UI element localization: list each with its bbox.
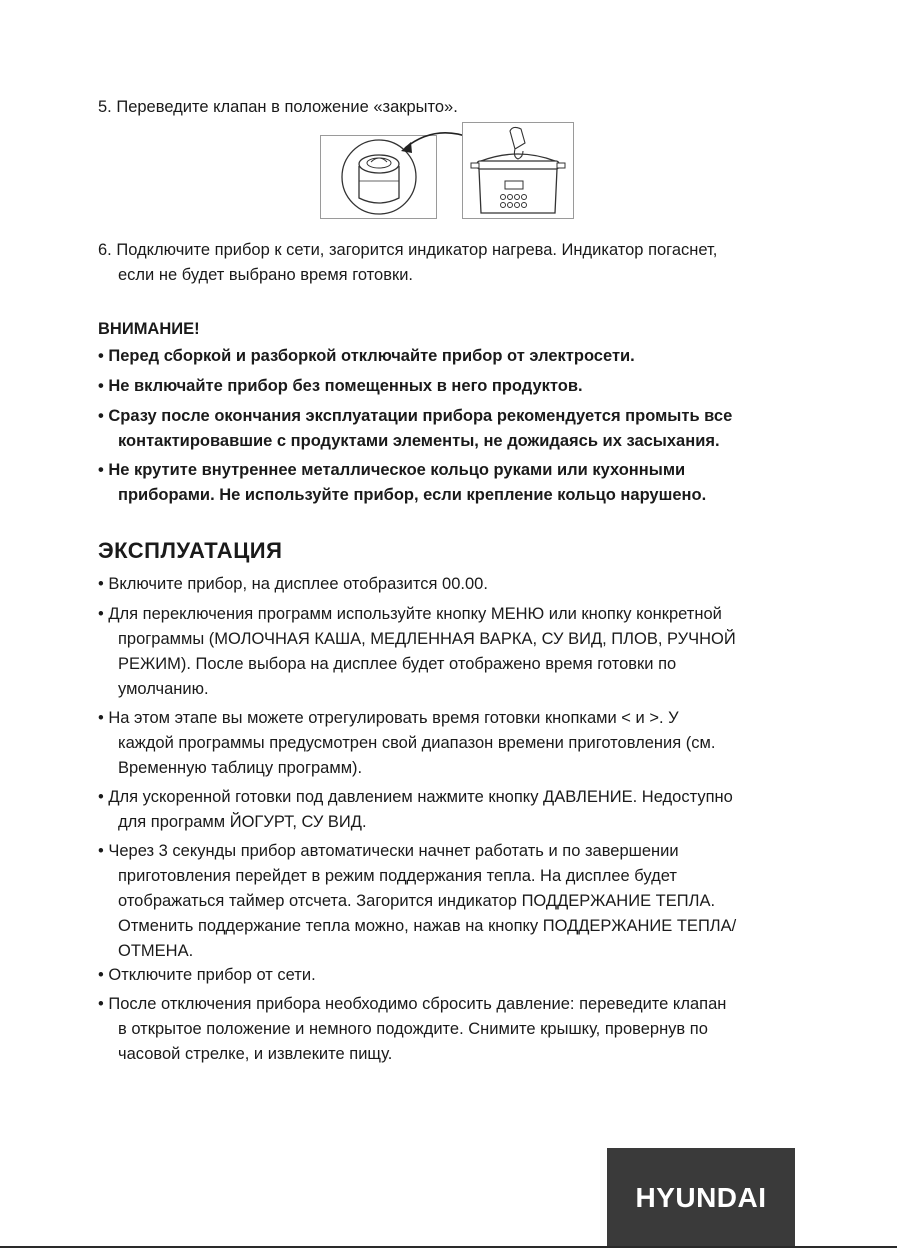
operation-item-5-line-4: Отменить поддержание тепла можно, нажав на кнопку ПОДДЕРЖАНИЕ ТЕПЛА/	[118, 917, 737, 935]
operation-item-5-line-5: ОТМЕНА.	[118, 942, 194, 960]
brand-logo	[607, 1148, 795, 1248]
operation-item-3-line-2: каждой программы предусмотрен свой диапазон времени приготовления (см.	[118, 734, 716, 752]
operation-heading: ЭКСПЛУАТАЦИЯ	[98, 538, 283, 563]
warning-item-1-line-1: • Перед сборкой и разборкой отключайте прибор от электросети.	[98, 347, 635, 365]
operation-item-7-line-1: • После отключения прибора необходимо сбросить давление: переведите клапан	[98, 995, 727, 1013]
warning-title: ВНИМАНИЕ!	[98, 320, 200, 338]
operation-item-5-line-1: • Через 3 секунды прибор автоматически начнет работать и по завершении	[98, 842, 679, 860]
warning-item-4-line-1: • Не крутите внутреннее металлическое кольцо руками или кухонными	[98, 461, 686, 479]
pressure-cooker-icon	[463, 123, 573, 218]
step-6-line-2: если не будет выбрано время готовки.	[118, 266, 414, 284]
step-5-text: 5. Переведите клапан в положение «закрыто».	[98, 98, 458, 116]
warning-item-3-line-2: контактировавшие с продуктами элементы, не дожидаясь их засыхания.	[118, 432, 720, 450]
operation-item-2-line-1: • Для переключения программ используйте кнопку МЕНЮ или кнопку конкретной	[98, 605, 722, 623]
operation-item-1-line-1: • Включите прибор, на дисплее отобразится 00.00.	[98, 575, 488, 593]
operation-item-4-line-2: для программ ЙОГУРТ, СУ ВИД.	[118, 813, 367, 831]
step-6-line-1: 6. Подключите прибор к сети, загорится индикатор нагрева. Индикатор погаснет,	[98, 241, 718, 259]
cooker-figure	[462, 122, 574, 219]
operation-item-5-line-3: отображаться таймер отсчета. Загорится индикатор ПОДДЕРЖАНИЕ ТЕПЛА.	[118, 892, 716, 910]
operation-item-3-line-3: Временную таблицу программ).	[118, 759, 363, 777]
operation-item-5-line-2: приготовления перейдет в режим поддержания тепла. На дисплее будет	[118, 867, 677, 885]
operation-item-6-line-1: • Отключите прибор от сети.	[98, 966, 316, 984]
warning-item-2-line-1: • Не включайте прибор без помещенных в него продуктов.	[98, 377, 583, 395]
warning-item-3-line-1: • Сразу после окончания эксплуатации прибора рекомендуется промыть все	[98, 407, 733, 425]
operation-item-3-line-1: • На этом этапе вы можете отрегулировать время готовки кнопками < и >. У	[98, 709, 679, 727]
brand-logo-text: HYUNDAI	[635, 1182, 767, 1213]
operation-item-2-line-3: РЕЖИМ). После выбора на дисплее будет отображено время готовки по	[118, 655, 677, 673]
operation-item-2-line-2: программы (МОЛОЧНАЯ КАША, МЕДЛЕННАЯ ВАРКА, СУ ВИД, ПЛОВ, РУЧНОЙ	[118, 630, 736, 648]
operation-item-7-line-3: часовой стрелке, и извлеките пищу.	[118, 1045, 393, 1063]
operation-item-7-line-2: в открытое положение и немного подождите. Снимите крышку, провернув по	[118, 1020, 708, 1038]
operation-item-4-line-1: • Для ускоренной готовки под давлением нажмите кнопку ДАВЛЕНИЕ. Недоступно	[98, 788, 733, 806]
operation-item-2-line-4: умолчанию.	[118, 680, 209, 698]
warning-item-4-line-2: приборами. Не используйте прибор, если крепление кольцо нарушено.	[118, 486, 707, 504]
